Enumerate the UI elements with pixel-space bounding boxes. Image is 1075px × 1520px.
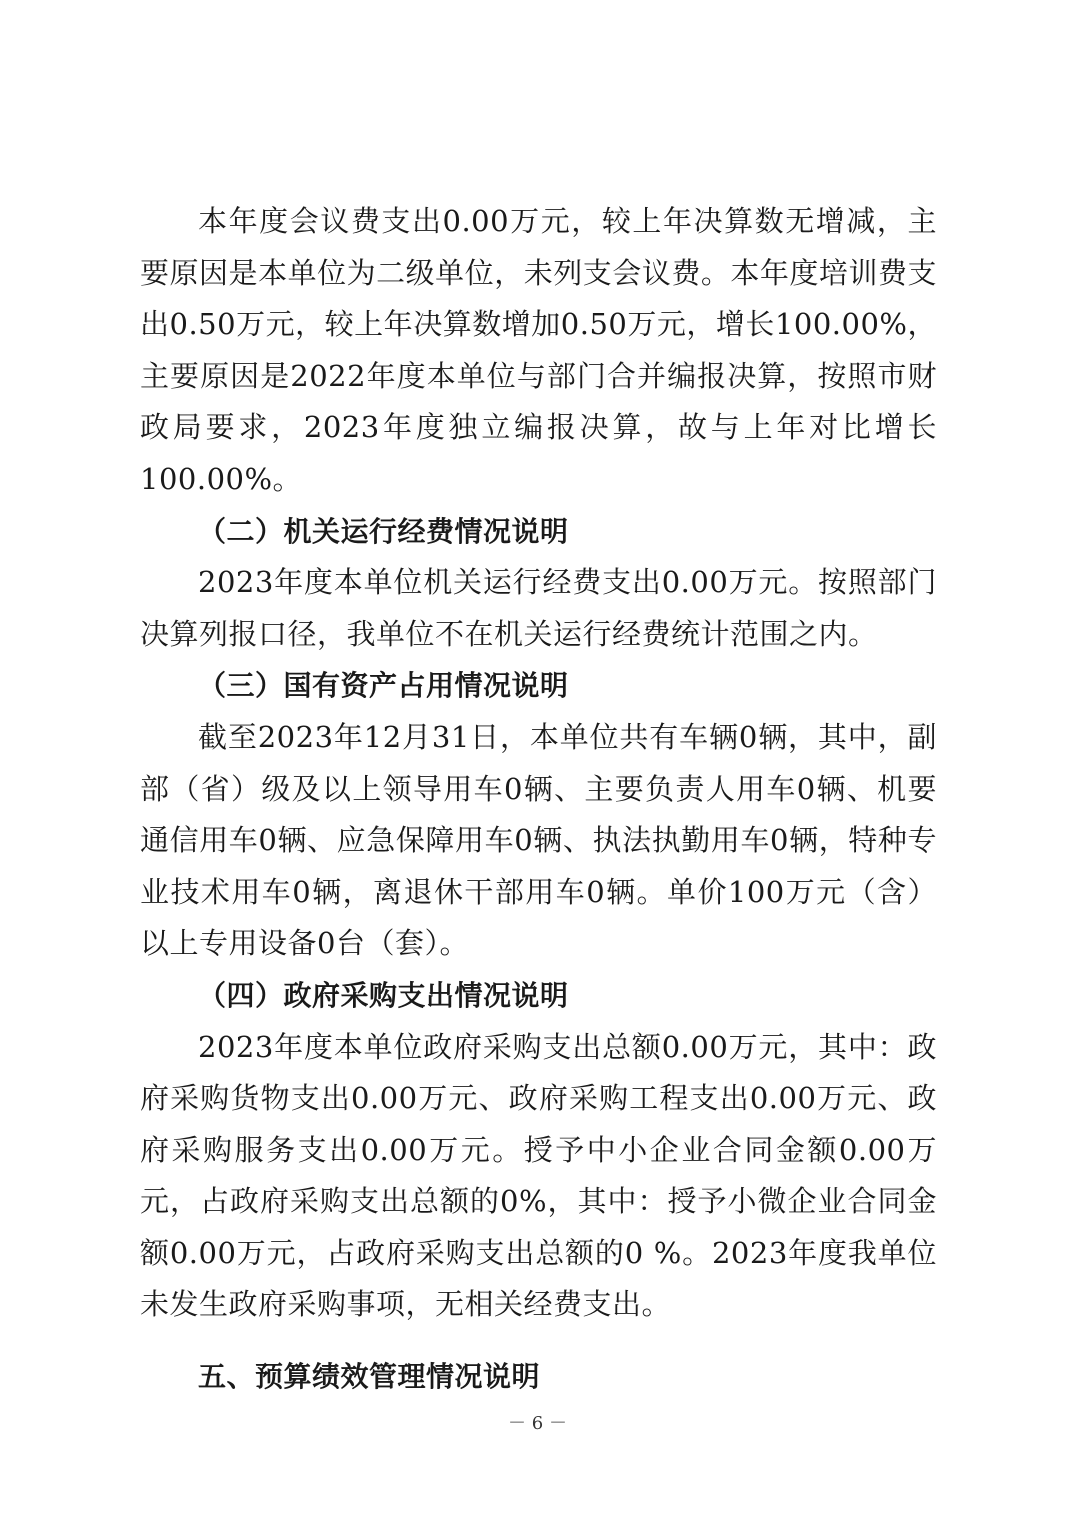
- paragraph-meeting-training-fees: 本年度会议费支出0.00万元，较上年决算数无增减，主要原因是本单位为二级单位，未列支会议费。本年度培训费支出0.50万元，较上年决算数增加0.50万元，增长100.00%，主要原因是2022年度本单位与部门合并编报决算，按照市财政局要求，2023年度独立编报决算，故与上年对比增长100.00%。: [140, 204, 937, 496]
- page-content: [140, 196, 937, 1403]
- paragraph-government-procurement: 2023年度本单位政府采购支出总额0.00万元，其中：政府采购货物支出0.00万元、政府采购工程支出0.00万元、政府采购服务支出0.00万元。授予中小企业合同金额0.00万元，占政府采购支出总额的0%，其中：授予小微企业合同金额0.00万元，占政府采购支出总额的0 %。2023年度我单位未发生政府采购事项，无相关经费支出。: [140, 1029, 937, 1322]
- subheading-operating-expenses: （二）机关运行经费情况说明: [198, 514, 569, 548]
- page-number: － 6 －: [508, 1413, 567, 1434]
- section-heading-performance-management: 五、预算绩效管理情况说明: [198, 1360, 541, 1394]
- paragraph-state-assets: 截至2023年12月31日，本单位共有车辆0辆，其中，副部（省）级及以上领导用车0辆、主要负责人用车0辆、机要通信用车0辆、应急保障用车0辆、执法执勤用车0辆，特种专业技术用车0辆，离退休干部用车0辆。单价100万元（含）以上专用设备0台（套）。: [140, 719, 937, 961]
- subheading-government-procurement: （四）政府采购支出情况说明: [198, 978, 569, 1012]
- subheading-state-assets: （三）国有资产占用情况说明: [198, 669, 569, 703]
- paragraph-operating-expenses: 2023年度本单位机关运行经费支出0.00万元。按照部门决算列报口径，我单位不在机关运行经费统计范围之内。: [140, 565, 937, 651]
